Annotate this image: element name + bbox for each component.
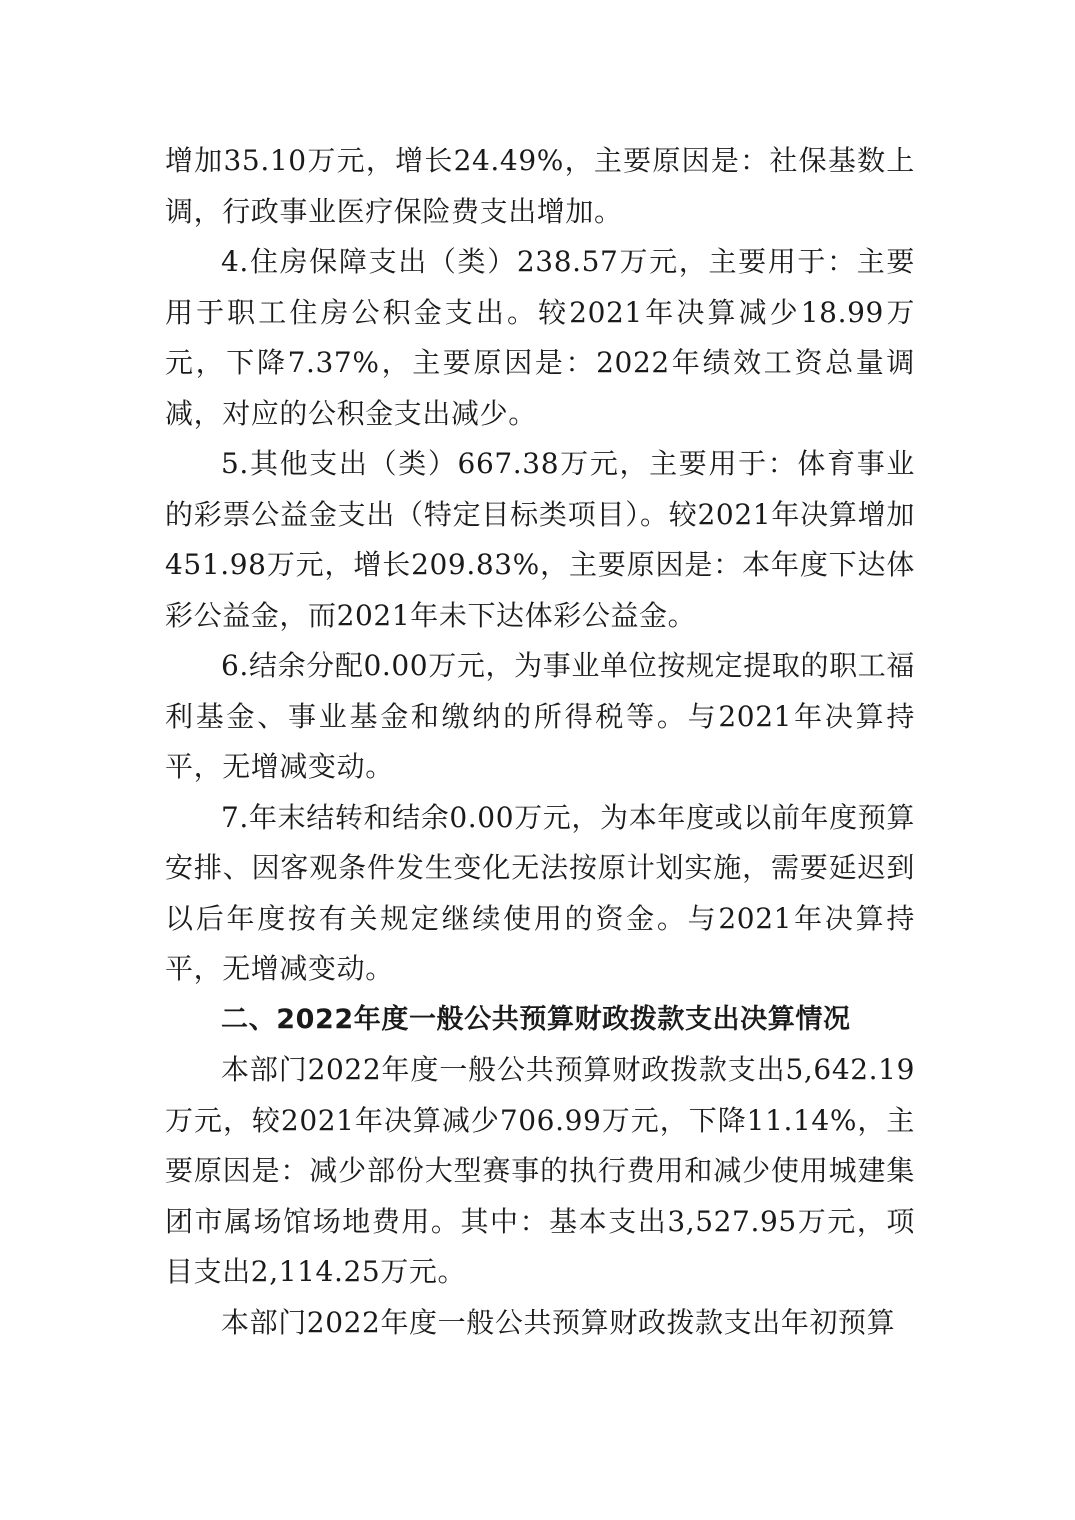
paragraph-housing-expenditure: 4.住房保障支出（类）238.57万元，主要用于：主要用于职工住房公积金支出。较2021年决算减少18.99万元，下降7.37%，主要原因是：2022年绩效工资总量调减，对应的公积金支出减少。 [165,245,915,430]
document-body [165,136,915,1348]
paragraph-year-end-carryover: 7.年末结转和结余0.00万元，为本年度或以前年度预算安排、因客观条件发生变化无法按原计划实施，需要延迟到以后年度按有关规定继续使用的资金。与2021年决算持平，无增减变动。 [165,800,915,985]
paragraph-surplus-distribution: 6.结余分配0.00万元，为事业单位按规定提取的职工福利基金、事业基金和缴纳的所得税等。与2021年决算持平，无增减变动。 [165,649,915,783]
paragraph-general-budget-expenditure: 本部门2022年度一般公共预算财政拨款支出5,642.19万元，较2021年决算减少706.99万元，下降11.14%，主要原因是：减少部份大型赛事的执行费用和减少使用城建集团市属场馆场地费用。其中：基本支出3,527.95万元，项目支出2,114.25万元。 [165,1053,915,1288]
section-heading: 二、2022年度一般公共预算财政拨款支出决算情况 [221,1003,851,1035]
paragraph-social-insurance-continuation: 增加35.10万元，增长24.49%，主要原因是：社保基数上调，行政事业医疗保险费支出增加。 [165,144,915,228]
paragraph-other-expenditure: 5.其他支出（类）667.38万元，主要用于：体育事业的彩票公益金支出（特定目标类项目）。较2021年决算增加451.98万元，增长209.83%，主要原因是：本年度下达体彩公益金，而2021年未下达体彩公益金。 [165,447,915,632]
paragraph-initial-budget: 本部门2022年度一般公共预算财政拨款支出年初预算 [221,1305,896,1339]
